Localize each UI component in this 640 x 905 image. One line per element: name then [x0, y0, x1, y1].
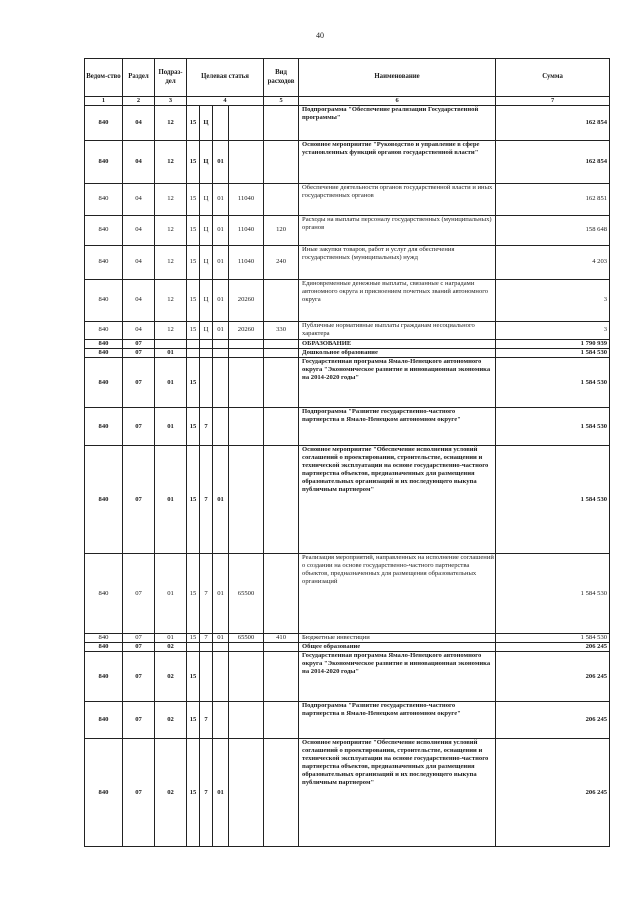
podrazdel-cell: 01 — [155, 554, 187, 634]
vid-rashodov-cell — [264, 358, 299, 408]
column-number: 2 — [123, 97, 155, 106]
program-code-cell: 15 — [187, 446, 200, 554]
vid-rashodov-cell: 240 — [264, 246, 299, 280]
vedomstvo-cell: 840 — [85, 322, 123, 340]
direction-code-cell — [229, 340, 264, 349]
header-row — [85, 59, 610, 97]
activity-code-cell — [213, 408, 229, 446]
vid-rashodov-cell — [264, 446, 299, 554]
summa-cell: 1 584 530 — [496, 408, 610, 446]
summa-cell: 3 — [496, 322, 610, 340]
vedomstvo-cell: 840 — [85, 652, 123, 702]
vedomstvo-cell: 840 — [85, 340, 123, 349]
summa-cell: 1 584 530 — [496, 446, 610, 554]
header-naimenovanie: Наименование — [299, 59, 496, 97]
vid-rashodov-cell: 120 — [264, 216, 299, 246]
activity-code-cell: 01 — [213, 216, 229, 246]
naimenovanie-cell: Дошкольное образование — [299, 349, 496, 358]
naimenovanie-cell: Иные закупки товаров, работ и услуг для обеспечения государственных (муниципальных) нужд — [299, 246, 496, 280]
naimenovanie-cell: Расходы на выплаты персоналу государственных (муниципальных) органов — [299, 216, 496, 246]
subprogram-code-cell — [200, 340, 213, 349]
table-row — [85, 408, 610, 446]
table-row — [85, 340, 610, 349]
vid-rashodov-cell — [264, 652, 299, 702]
activity-code-cell — [213, 106, 229, 141]
direction-code-cell — [229, 141, 264, 184]
razdel-cell: 07 — [123, 634, 155, 643]
table-row — [85, 634, 610, 643]
naimenovanie-cell: Подпрограмма "Развитие государственно-частного партнерства в Ямало-Ненецком автономном округе" — [299, 408, 496, 446]
podrazdel-cell: 12 — [155, 322, 187, 340]
razdel-cell: 07 — [123, 739, 155, 847]
summa-cell: 206 245 — [496, 652, 610, 702]
subprogram-code-cell — [200, 358, 213, 408]
summa-cell: 1 584 530 — [496, 358, 610, 408]
summa-cell: 206 245 — [496, 643, 610, 652]
razdel-cell: 04 — [123, 106, 155, 141]
subprogram-code-cell: Ц — [200, 106, 213, 141]
table-row — [85, 739, 610, 847]
program-code-cell: 15 — [187, 280, 200, 322]
table-row — [85, 643, 610, 652]
naimenovanie-cell: Основное мероприятие "Обеспечение исполнения условий соглашений о проектировании, строительстве, оснащении и технической эксплуатации на основе государственно-частного партнерства объектов, предназначенных для размещения образовательных организаций и их последующего выкупа публичным партнером" — [299, 446, 496, 554]
vid-rashodov-cell — [264, 554, 299, 634]
razdel-cell: 07 — [123, 643, 155, 652]
program-code-cell: 15 — [187, 739, 200, 847]
razdel-cell: 04 — [123, 216, 155, 246]
podrazdel-cell: 01 — [155, 446, 187, 554]
direction-code-cell — [229, 358, 264, 408]
podrazdel-cell: 01 — [155, 358, 187, 408]
summa-cell: 3 — [496, 280, 610, 322]
direction-code-cell: 65500 — [229, 634, 264, 643]
podrazdel-cell: 12 — [155, 246, 187, 280]
program-code-cell: 15 — [187, 322, 200, 340]
podrazdel-cell: 01 — [155, 634, 187, 643]
razdel-cell: 07 — [123, 358, 155, 408]
activity-code-cell: 01 — [213, 246, 229, 280]
naimenovanie-cell: Бюджетные инвестиции — [299, 634, 496, 643]
podrazdel-cell: 12 — [155, 184, 187, 216]
subprogram-code-cell: Ц — [200, 216, 213, 246]
direction-code-cell: 11040 — [229, 246, 264, 280]
podrazdel-cell — [155, 340, 187, 349]
program-code-cell — [187, 340, 200, 349]
program-code-cell: 15 — [187, 634, 200, 643]
vedomstvo-cell: 840 — [85, 106, 123, 141]
subprogram-code-cell: Ц — [200, 141, 213, 184]
subprogram-code-cell: Ц — [200, 246, 213, 280]
summa-cell: 162 851 — [496, 184, 610, 216]
naimenovanie-cell: Реализация мероприятий, направленных на исполнение соглашений о создании на основе государственно-частного партнерства объектов, предназначенных для размещения образовательных организаций — [299, 554, 496, 634]
column-number: 7 — [496, 97, 610, 106]
razdel-cell: 07 — [123, 652, 155, 702]
summa-cell: 206 245 — [496, 739, 610, 847]
direction-code-cell — [229, 652, 264, 702]
column-number-row — [85, 97, 610, 106]
table-row — [85, 652, 610, 702]
table-row — [85, 141, 610, 184]
program-code-cell — [187, 349, 200, 358]
header-celevaya-statya: Целевая статья — [187, 59, 264, 97]
direction-code-cell — [229, 739, 264, 847]
naimenovanie-cell: Подпрограмма "Развитие государственно-частного партнерства в Ямало-Ненецком автономном округе" — [299, 702, 496, 739]
program-code-cell: 15 — [187, 702, 200, 739]
naimenovanie-cell: Единовременные денежные выплаты, связанные с наградами автономного округа и присвоением почетных званий автономного округа — [299, 280, 496, 322]
activity-code-cell: 01 — [213, 322, 229, 340]
vid-rashodov-cell — [264, 702, 299, 739]
podrazdel-cell: 12 — [155, 106, 187, 141]
header-summa: Сумма — [496, 59, 610, 97]
naimenovanie-cell: Подпрограмма "Обеспечение реализации Государственной программы" — [299, 106, 496, 141]
program-code-cell: 15 — [187, 358, 200, 408]
podrazdel-cell: 02 — [155, 702, 187, 739]
budget-table — [84, 58, 610, 847]
vid-rashodov-cell — [264, 106, 299, 141]
vedomstvo-cell: 840 — [85, 216, 123, 246]
razdel-cell: 07 — [123, 554, 155, 634]
subprogram-code-cell: 7 — [200, 702, 213, 739]
subprogram-code-cell — [200, 652, 213, 702]
column-number: 5 — [264, 97, 299, 106]
program-code-cell: 15 — [187, 184, 200, 216]
subprogram-code-cell: Ц — [200, 184, 213, 216]
naimenovanie-cell: Общее образование — [299, 643, 496, 652]
table-body — [85, 106, 610, 847]
summa-cell: 1 790 939 — [496, 340, 610, 349]
subprogram-code-cell: Ц — [200, 322, 213, 340]
razdel-cell: 07 — [123, 340, 155, 349]
podrazdel-cell: 12 — [155, 216, 187, 246]
program-code-cell: 15 — [187, 246, 200, 280]
vedomstvo-cell: 840 — [85, 184, 123, 216]
vid-rashodov-cell — [264, 141, 299, 184]
table-row — [85, 322, 610, 340]
program-code-cell: 15 — [187, 652, 200, 702]
naimenovanie-cell: Государственная программа Ямало-Ненецкого автономного округа "Экономическое развитие и инновационная экономика на 2014-2020 годы" — [299, 652, 496, 702]
vedomstvo-cell: 840 — [85, 280, 123, 322]
razdel-cell: 04 — [123, 184, 155, 216]
activity-code-cell — [213, 652, 229, 702]
vedomstvo-cell: 840 — [85, 246, 123, 280]
activity-code-cell — [213, 358, 229, 408]
razdel-cell: 07 — [123, 702, 155, 739]
vedomstvo-cell: 840 — [85, 358, 123, 408]
vedomstvo-cell: 840 — [85, 141, 123, 184]
table-row — [85, 349, 610, 358]
table-row — [85, 358, 610, 408]
activity-code-cell: 01 — [213, 184, 229, 216]
table-row — [85, 702, 610, 739]
program-code-cell: 15 — [187, 216, 200, 246]
program-code-cell: 15 — [187, 141, 200, 184]
program-code-cell — [187, 643, 200, 652]
vid-rashodov-cell — [264, 280, 299, 322]
vedomstvo-cell: 840 — [85, 739, 123, 847]
activity-code-cell: 01 — [213, 280, 229, 322]
summa-cell: 158 648 — [496, 216, 610, 246]
naimenovanie-cell: ОБРАЗОВАНИЕ — [299, 340, 496, 349]
vedomstvo-cell: 840 — [85, 634, 123, 643]
vedomstvo-cell: 840 — [85, 408, 123, 446]
podrazdel-cell: 01 — [155, 349, 187, 358]
activity-code-cell — [213, 340, 229, 349]
header-vid-rashodov: Вид расходов — [264, 59, 299, 97]
podrazdel-cell: 02 — [155, 652, 187, 702]
header-podrazdel: Подраз-дел — [155, 59, 187, 97]
vid-rashodov-cell: 410 — [264, 634, 299, 643]
column-number: 3 — [155, 97, 187, 106]
program-code-cell: 15 — [187, 554, 200, 634]
subprogram-code-cell — [200, 643, 213, 652]
vid-rashodov-cell — [264, 739, 299, 847]
subprogram-code-cell: Ц — [200, 280, 213, 322]
subprogram-code-cell: 7 — [200, 408, 213, 446]
summa-cell: 162 854 — [496, 141, 610, 184]
summa-cell: 206 245 — [496, 702, 610, 739]
subprogram-code-cell — [200, 349, 213, 358]
header-vedomstvo: Ведом-ство — [85, 59, 123, 97]
activity-code-cell: 01 — [213, 634, 229, 643]
podrazdel-cell: 02 — [155, 643, 187, 652]
razdel-cell: 04 — [123, 322, 155, 340]
activity-code-cell: 01 — [213, 739, 229, 847]
razdel-cell: 04 — [123, 141, 155, 184]
podrazdel-cell: 01 — [155, 408, 187, 446]
subprogram-code-cell: 7 — [200, 634, 213, 643]
table-row — [85, 216, 610, 246]
summa-cell: 1 584 530 — [496, 554, 610, 634]
subprogram-code-cell: 7 — [200, 739, 213, 847]
vedomstvo-cell: 840 — [85, 349, 123, 358]
vid-rashodov-cell — [264, 184, 299, 216]
vedomstvo-cell: 840 — [85, 446, 123, 554]
vid-rashodov-cell — [264, 408, 299, 446]
podrazdel-cell: 12 — [155, 141, 187, 184]
activity-code-cell: 01 — [213, 141, 229, 184]
razdel-cell: 04 — [123, 246, 155, 280]
header-razdel: Раздел — [123, 59, 155, 97]
direction-code-cell: 65500 — [229, 554, 264, 634]
naimenovanie-cell: Основное мероприятие "Руководство и управление в сфере установленных функций органов государственной власти" — [299, 141, 496, 184]
table-row — [85, 554, 610, 634]
table-row — [85, 446, 610, 554]
naimenovanie-cell: Публичные нормативные выплаты гражданам несоциального характера — [299, 322, 496, 340]
vid-rashodov-cell — [264, 643, 299, 652]
razdel-cell: 07 — [123, 446, 155, 554]
direction-code-cell — [229, 106, 264, 141]
vedomstvo-cell: 840 — [85, 643, 123, 652]
direction-code-cell: 11040 — [229, 184, 264, 216]
subprogram-code-cell: 7 — [200, 554, 213, 634]
direction-code-cell: 20260 — [229, 280, 264, 322]
summa-cell: 4 203 — [496, 246, 610, 280]
program-code-cell: 15 — [187, 106, 200, 141]
subprogram-code-cell: 7 — [200, 446, 213, 554]
vid-rashodov-cell — [264, 340, 299, 349]
activity-code-cell: 01 — [213, 446, 229, 554]
activity-code-cell — [213, 643, 229, 652]
podrazdel-cell: 12 — [155, 280, 187, 322]
razdel-cell: 04 — [123, 280, 155, 322]
table-row — [85, 246, 610, 280]
direction-code-cell: 20260 — [229, 322, 264, 340]
direction-code-cell — [229, 408, 264, 446]
vedomstvo-cell: 840 — [85, 702, 123, 739]
razdel-cell: 07 — [123, 349, 155, 358]
activity-code-cell: 01 — [213, 554, 229, 634]
column-number: 4 — [187, 97, 264, 106]
summa-cell: 1 584 530 — [496, 634, 610, 643]
direction-code-cell — [229, 702, 264, 739]
naimenovanie-cell: Основное мероприятие "Обеспечение исполнения условий соглашений о проектировании, строительстве, оснащении и технической эксплуатации на основе государственно-частного партнерства объектов, предназначенных для размещения образовательных организаций и их последующего выкупа публичным партнером" — [299, 739, 496, 847]
table-row — [85, 280, 610, 322]
naimenovanie-cell: Обеспечение деятельности органов государственной власти и иных государственных органов — [299, 184, 496, 216]
table-row — [85, 184, 610, 216]
direction-code-cell — [229, 349, 264, 358]
summa-cell: 162 854 — [496, 106, 610, 141]
direction-code-cell: 11040 — [229, 216, 264, 246]
vid-rashodov-cell — [264, 349, 299, 358]
vedomstvo-cell: 840 — [85, 554, 123, 634]
activity-code-cell — [213, 702, 229, 739]
summa-cell: 1 584 530 — [496, 349, 610, 358]
podrazdel-cell: 02 — [155, 739, 187, 847]
table-row — [85, 106, 610, 141]
program-code-cell: 15 — [187, 408, 200, 446]
direction-code-cell — [229, 643, 264, 652]
page-number: 40 — [316, 31, 324, 40]
column-number: 1 — [85, 97, 123, 106]
activity-code-cell — [213, 349, 229, 358]
direction-code-cell — [229, 446, 264, 554]
naimenovanie-cell: Государственная программа Ямало-Ненецкого автономного округа "Экономическое развитие и инновационная экономика на 2014-2020 годы" — [299, 358, 496, 408]
column-number: 6 — [299, 97, 496, 106]
vid-rashodov-cell: 330 — [264, 322, 299, 340]
razdel-cell: 07 — [123, 408, 155, 446]
